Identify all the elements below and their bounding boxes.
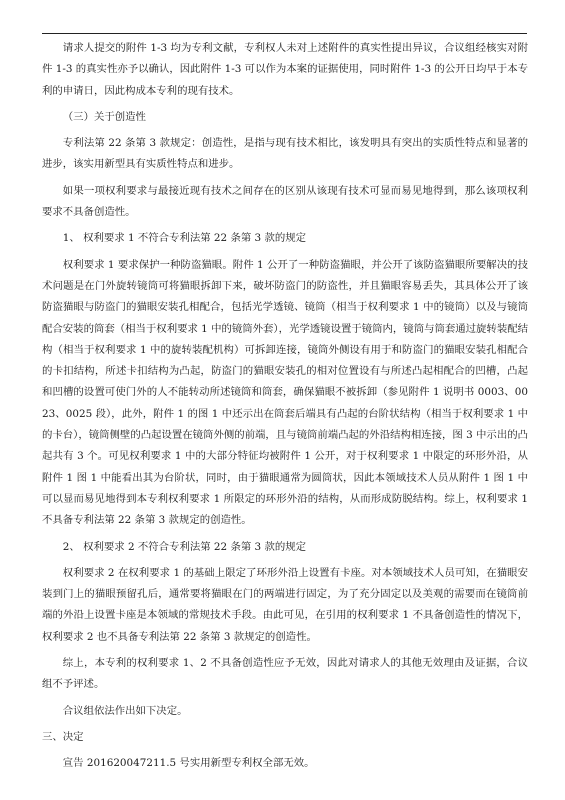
paragraph-decision-intro: 合议组依法作出如下决定。	[62, 704, 188, 717]
document-body	[42, 38, 528, 780]
paragraph-claim-1-analysis: 权利要求 1 要求保护一种防盗猫眼。附件 1 公开了一种防盗猫眼，并公开了该防盗猫眼所要解决的技术问题是在门外旋转镜筒可将猫眼拆卸下来，破坏防盗门的防盗性，并且猫眼容易丢失，其具体公开了该防盗猫眼与防盗门的猫眼安装孔相配合，包括光学透镜、镜筒（相当于权利要求 1 中的镜筒）以及与镜筒配合安装的筒套（相当于权利要求 1 中的镜筒外套），光学透镜设置于镜筒内，镜筒与筒套通过旋转装配结构（相当于权利要求 1 中的旋转装配机构）可拆卸连接，镜筒外侧设有用于和防盗门的猫眼安装孔相配合的卡扣结构，所述卡扣结构为凸起，防盗门的猫眼安装孔的相对位置设有与所述凸起相配合的凹槽，凸起和凹槽的设置可使门外的人不能转动所述镜筒和筒套，确保猫眼不被拆卸（参见附件 1 说明书 0003、0023、0025 段），此外，附件 1 的图 1 中还示出在筒套后端具有凸起的台阶状结构（相当于权利要求 1 中的卡台），镜筒侧壁的凸起设置在镜筒外侧的前端，且与镜筒前端凸起的外沿结构相连接，图 3 中示出的凸起共有 3 个。可见权利要求 1 中的大部分特征均被附件 1 公开，对于权利要求 1 中限定的环形外沿，从附件 1 图 1 中能看出其为台阶状，同时，由于猫眼通常为圆筒状，因此本领域技术人员从附件 1 图 1 中可以显而易见地得到本专利权利要求 1 所限定的环形外沿的结构，从而形成防脱结构。综上，权利要求 1 不具备专利法第 22 条第 3 款规定的创造性。	[42, 258, 528, 527]
subheading-claim-2: 2、 权利要求 2 不符合专利法第 22 条第 3 款的规定	[62, 540, 307, 553]
section-heading-inventiveness: （三）关于创造性	[62, 110, 146, 123]
paragraph-obviousness-rule: 如果一项权利要求与最接近现有技术之间存在的区别从该现有技术可显而易见地得到，那么该项权利要求不具备创造性。	[42, 184, 528, 219]
paragraph-law-provision: 专利法第 22 条第 3 款规定：创造性，是指与现有技术相比，该发明具有突出的实质性特点和显著的进步，该实用新型具有实质性特点和进步。	[42, 137, 528, 171]
paragraph-claim-2-analysis: 权利要求 2 在权利要求 1 的基础上限定了环形外沿上设置有卡座。对本领域技术人员可知，在猫眼安装到门上的猫眼预留孔后，通常要将猫眼在门的两端进行固定，为了充分固定以及美观的需要而在镜筒前端的外沿上设置卡座是本领域的常规技术手段。由此可见，在引用的权利要求 1 不具备创造性的情况下，权利要求 2 也不具备专利法第 22 条第 3 款规定的创造性。	[42, 566, 528, 643]
paragraph-conclusion: 综上，本专利的权利要求 1、2 不具备创造性应予无效，因此对请求人的其他无效理由及证据，合议组不予评述。	[42, 657, 528, 691]
header-rule	[42, 33, 527, 34]
paragraph-evidence-authenticity: 请求人提交的附件 1-3 均为专利文献，专利权人未对上述附件的真实性提出异议，合议组经核实对附件 1-3 的真实性亦予以确认，因此附件 1-3 可以作为本案的证据使用，同时附件 1-3 的公开日均早于本专利的申请日，因此构成本专利的现有技术。	[42, 42, 528, 97]
paragraph-decision-text: 宣告 201620047211.5 号实用新型专利权全部无效。	[62, 757, 315, 770]
section-heading-decision: 三、决定	[42, 730, 84, 743]
subheading-claim-1: 1、 权利要求 1 不符合专利法第 22 条第 3 款的规定	[62, 232, 307, 245]
